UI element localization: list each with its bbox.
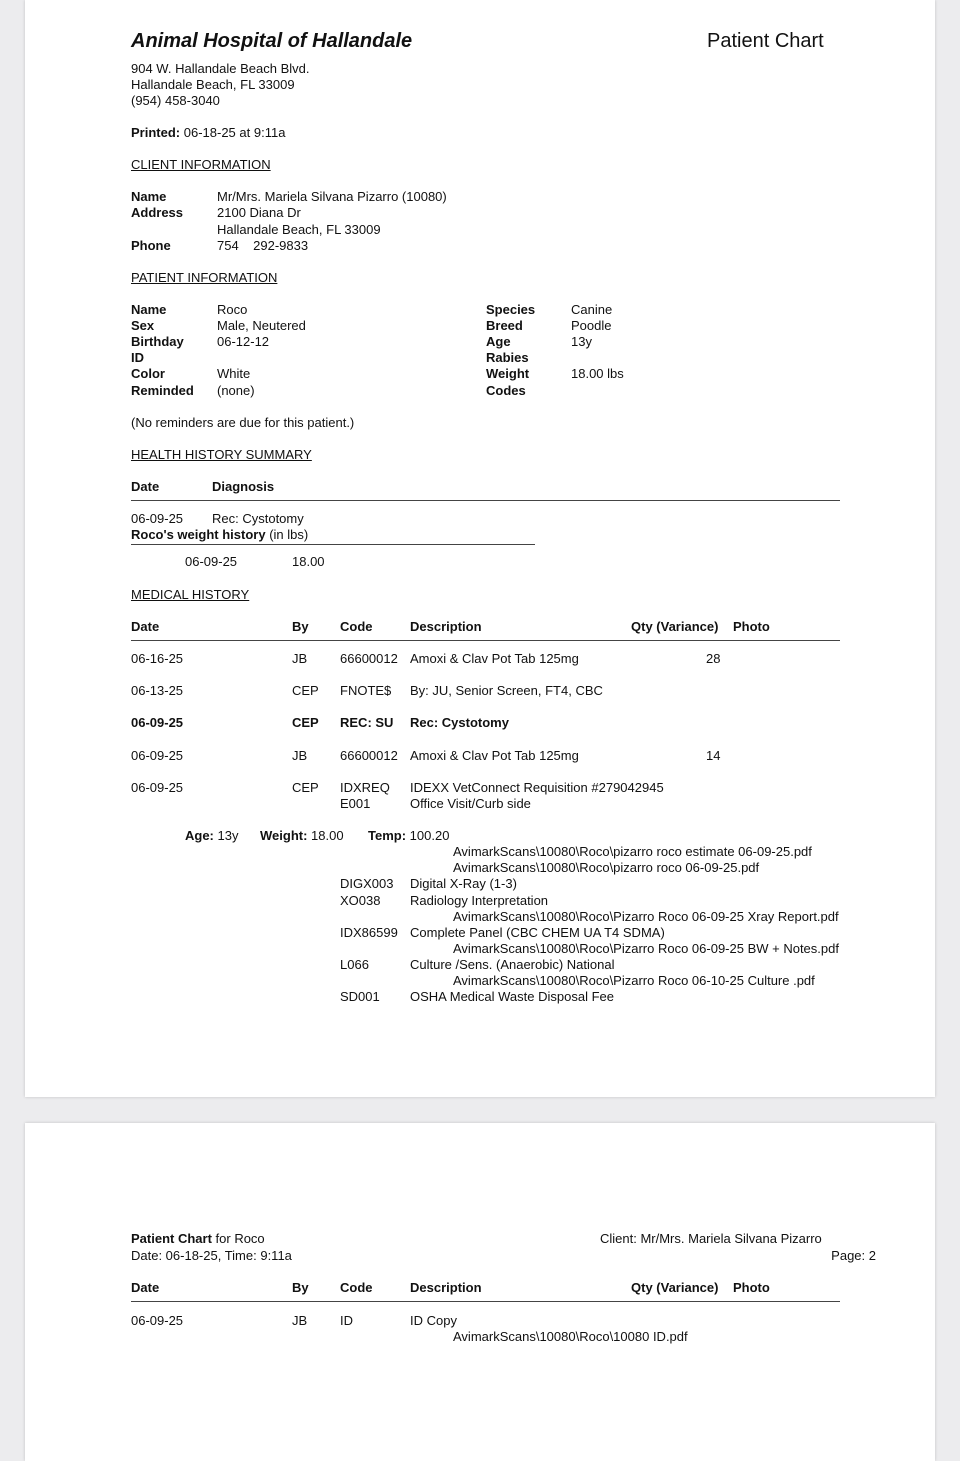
health-row-date: 06-09-25 [131,511,184,526]
hospital-name: Animal Hospital of Hallandale [131,30,413,52]
med-header-rule [131,640,840,641]
page2-for-text: for Roco [215,1231,265,1246]
weight-history-rule [131,544,535,545]
attachment-file-link[interactable]: AvimarkScans\10080\Roco\pizarro roco 06-09-25.pdf [453,860,760,875]
vitals-age [185,828,238,844]
patient-info-heading: PATIENT INFORMATION [131,270,278,285]
printed-label: Printed: [131,125,181,140]
weight-entry-date: 06-09-25 [185,554,238,569]
attachment-file-link[interactable]: AvimarkScans\10080\Roco\Pizarro Roco 06-09-25 BW + Notes.pdf [453,941,839,956]
patient-reminded: (none) [217,383,255,398]
vitals-temp [368,828,449,844]
patient-id-label: ID [131,350,144,365]
document-title: Patient Chart [707,30,824,52]
page2-date-line: Date: 06-18-25, Time: 9:11a [131,1248,292,1263]
med-row-code: 66600012 [340,748,398,763]
patient-breed-label: Breed [486,318,523,333]
med-row-date: 06-09-25 [131,715,184,730]
reminder-note: (No reminders are due for this patient.) [131,415,355,430]
printed-line [131,125,285,141]
p2-col-date: Date [131,1280,160,1295]
client-phone-label: Phone [131,238,171,253]
vitals-age-label: Age: [185,828,214,843]
med-row-code: IDXREQ [340,780,390,795]
p2-row-code: ID [340,1313,353,1328]
sub-code-digx: DIGX003 [340,876,394,891]
printed-value: 06-18-25 at 9:11a [183,125,286,140]
patient-name-label: Name [131,302,167,317]
med-row-code: FNOTE$ [340,683,392,698]
patient-breed: Poodle [571,318,612,333]
sub-desc-digx: Digital X-Ray (1-3) [410,876,517,891]
patient-rabies-label: Rabies [486,350,529,365]
weight-history-unit: (in lbs) [269,527,309,542]
p2-col-by: By [292,1280,309,1295]
med-row-date: 06-09-25 [131,748,184,763]
med-row-qty: 28 [706,651,721,666]
chart-page-1 [25,0,935,1097]
client-name-label: Name [131,189,167,204]
attachment-file-link[interactable]: AvimarkScans\10080\Roco\10080 ID.pdf [453,1329,688,1344]
patient-color-label: Color [131,366,165,381]
weight-history-title [131,527,308,543]
med-row-date: 06-16-25 [131,651,184,666]
patient-color: White [217,366,251,381]
health-col-date: Date [131,479,160,494]
patient-birthday: 06-12-12 [217,334,270,349]
page2-client-line: Client: Mr/Mrs. Mariela Silvana Pizarro [600,1231,822,1246]
health-header-rule [131,500,840,501]
sub-desc-l066: Culture /Sens. (Anaerobic) National [410,957,615,972]
page2-chart-label: Patient Chart [131,1231,212,1246]
hospital-address-line1: 904 W. Hallandale Beach Blvd. [131,61,310,76]
p2-col-qty: Qty (Variance) [631,1280,719,1295]
med-col-photo: Photo [733,619,770,634]
med-row-by: CEP [292,683,319,698]
health-row-diagnosis: Rec: Cystotomy [212,511,304,526]
med-row-code: REC: SU [340,715,394,730]
med-row-description: IDEXX VetConnect Requisition #279042945 [410,780,664,795]
patient-sex: Male, Neutered [217,318,306,333]
patient-age-label: Age [486,334,511,349]
p2-col-photo: Photo [733,1280,770,1295]
vitals-weight [260,828,344,844]
weight-history-label: Roco's weight history [131,527,266,542]
patient-reminded-label: Reminded [131,383,194,398]
weight-entry-value: 18.00 [292,554,325,569]
med-col-description: Description [410,619,482,634]
vitals-age-value: 13y [217,828,239,843]
patient-name: Roco [217,302,248,317]
vitals-weight-value: 18.00 [311,828,344,843]
p2-row-description: ID Copy [410,1313,457,1328]
med-col-date: Date [131,619,160,634]
patient-birthday-label: Birthday [131,334,184,349]
page-number: Page: 2 [831,1248,876,1263]
sub-code-idx: IDX86599 [340,925,398,940]
page2-chart-title [131,1231,265,1247]
p2-col-code: Code [340,1280,373,1295]
vitals-temp-label: Temp: [368,828,407,843]
vitals-temp-value: 100.20 [409,828,450,843]
med-row-by: CEP [292,780,319,795]
med-row-date: 06-13-25 [131,683,184,698]
med-col-qty: Qty (Variance) [631,619,719,634]
health-history-heading: HEALTH HISTORY SUMMARY [131,447,312,462]
med-row-date: 06-09-25 [131,780,184,795]
p2-row-by: JB [292,1313,308,1328]
med-row-by: JB [292,651,308,666]
patient-species-label: Species [486,302,536,317]
hospital-address-line2: Hallandale Beach, FL 33009 [131,77,295,92]
sub-desc-xo: Radiology Interpretation [410,893,549,908]
med-row-qty: 14 [706,748,721,763]
health-col-diagnosis: Diagnosis [212,479,275,494]
sub-code-sd: SD001 [340,989,380,1004]
client-info-heading: CLIENT INFORMATION [131,157,271,172]
med-col-code: Code [340,619,373,634]
sub-code-l066: L066 [340,957,369,972]
p2-header-rule [131,1301,840,1302]
sub-desc-idx: Complete Panel (CBC CHEM UA T4 SDMA) [410,925,665,940]
med-row-description: By: JU, Senior Screen, FT4, CBC [410,683,603,698]
patient-sex-label: Sex [131,318,155,333]
client-address-line2: Hallandale Beach, FL 33009 [217,222,381,237]
med-row-description: Amoxi & Clav Pot Tab 125mg [410,651,579,666]
med-row-by: JB [292,748,308,763]
sub-code-xo: XO038 [340,893,381,908]
chart-page-2 [25,1123,935,1461]
p2-col-description: Description [410,1280,482,1295]
sub-desc-sd: OSHA Medical Waste Disposal Fee [410,989,614,1004]
med-row-by: CEP [292,715,319,730]
medical-history-heading: MEDICAL HISTORY [131,587,250,602]
patient-weight: 18.00 lbs [571,366,624,381]
patient-species: Canine [571,302,613,317]
attachment-file-link[interactable]: AvimarkScans\10080\Roco\pizarro roco estimate 06-09-25.pdf [453,844,812,859]
client-name: Mr/Mrs. Mariela Silvana Pizarro (10080) [217,189,447,204]
vitals-weight-label: Weight: [260,828,308,843]
patient-age: 13y [571,334,592,349]
client-address-line1: 2100 Diana Dr [217,205,301,220]
client-phone: 754 292-9833 [217,238,309,253]
attachment-file-link[interactable]: AvimarkScans\10080\Roco\Pizarro Roco 06-09-25 Xray Report.pdf [453,909,839,924]
med-row-description: Rec: Cystotomy [410,715,509,730]
patient-codes-label: Codes [486,383,526,398]
med-row-description: Amoxi & Clav Pot Tab 125mg [410,748,579,763]
patient-weight-label: Weight [486,366,530,381]
sub-code-e001: E001 [340,796,371,811]
attachment-file-link[interactable]: AvimarkScans\10080\Roco\Pizarro Roco 06-10-25 Culture .pdf [453,973,815,988]
sub-desc-e001: Office Visit/Curb side [410,796,531,811]
hospital-phone: (954) 458-3040 [131,93,220,108]
med-col-by: By [292,619,309,634]
med-row-code: 66600012 [340,651,398,666]
p2-row-date: 06-09-25 [131,1313,184,1328]
client-address-label: Address [131,205,184,220]
